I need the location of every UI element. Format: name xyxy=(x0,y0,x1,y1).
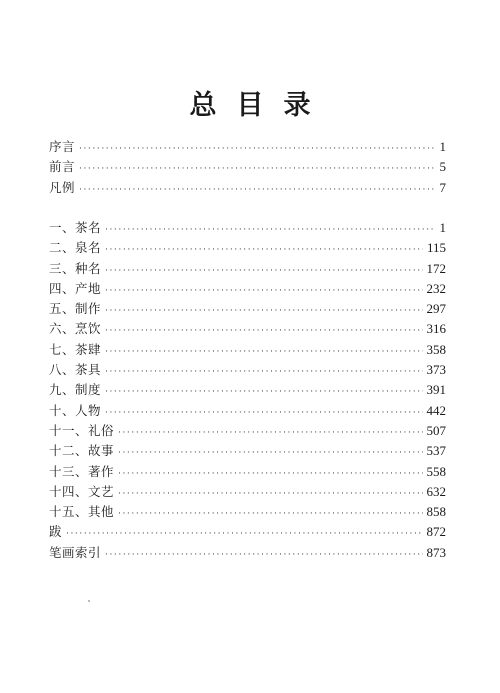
toc-entry-label: 四、产地 xyxy=(49,280,102,296)
toc-entry-page-number: 873 xyxy=(426,544,446,560)
toc-entry-page-number: 632 xyxy=(426,483,446,499)
toc-entry-label: 十一、礼俗 xyxy=(49,422,115,438)
dot-leader xyxy=(105,220,435,240)
dot-leader xyxy=(79,159,435,179)
toc-entry-page-number: 373 xyxy=(426,362,446,378)
toc-entry-label: 十二、故事 xyxy=(49,443,115,459)
toc-entry-label: 跋 xyxy=(49,524,63,540)
toc-entry[interactable] xyxy=(49,178,446,198)
dot-leader xyxy=(105,281,422,301)
dot-leader xyxy=(79,180,435,200)
toc-entry-label: 七、茶肆 xyxy=(49,341,102,357)
toc-entry-label: 一、茶名 xyxy=(49,220,102,235)
toc-entry-label: 三、种名 xyxy=(49,260,102,276)
toc-entry[interactable] xyxy=(49,279,446,299)
toc-entry[interactable] xyxy=(49,137,446,157)
toc-entry-page-number: 115 xyxy=(426,240,446,256)
toc-entry[interactable] xyxy=(49,401,446,421)
dot-leader xyxy=(118,423,422,443)
toc-entry-label: 十三、著作 xyxy=(49,463,115,479)
dot-leader xyxy=(105,240,423,260)
toc-entry-page-number: 172 xyxy=(426,260,446,276)
toc-entry-label: 十五、其他 xyxy=(49,504,115,520)
page-title: 总目录 xyxy=(189,90,331,121)
toc-entry[interactable] xyxy=(49,543,446,563)
toc-entry-page-number: 391 xyxy=(426,382,446,398)
toc-entry-label: 八、茶具 xyxy=(49,362,102,378)
dot-leader xyxy=(105,321,422,341)
dot-leader xyxy=(105,301,422,321)
toc-entry-page-number: 872 xyxy=(426,524,446,540)
toc-entry-page-number: 7 xyxy=(439,179,446,195)
toc-entry[interactable] xyxy=(49,360,446,380)
toc-entry[interactable] xyxy=(49,502,446,522)
toc-entry-page-number: 558 xyxy=(426,463,446,479)
toc-entry-page-number: 297 xyxy=(426,301,446,317)
toc-entry-label: 笔画索引 xyxy=(49,544,102,560)
toc-entry[interactable] xyxy=(49,441,446,461)
toc-entry-label: 前言 xyxy=(49,159,76,175)
toc-entry-label: 序言 xyxy=(49,139,76,154)
dot-leader xyxy=(105,261,422,281)
toc-entry-label: 十四、文艺 xyxy=(49,483,115,499)
scan-speck xyxy=(88,600,90,602)
toc-entry-page-number: 507 xyxy=(426,422,446,438)
toc-entry-page-number: 1 xyxy=(439,220,446,235)
toc-entry[interactable] xyxy=(49,380,446,400)
toc-entry-label: 凡例 xyxy=(49,179,76,195)
dot-leader xyxy=(118,464,422,484)
dot-leader xyxy=(118,504,422,524)
chapter-list xyxy=(49,218,446,563)
toc-entry-label: 二、泉名 xyxy=(49,240,102,256)
toc-entry[interactable] xyxy=(49,462,446,482)
dot-leader xyxy=(105,403,422,423)
toc-entry-page-number: 5 xyxy=(439,159,446,175)
toc-entry[interactable] xyxy=(49,238,446,258)
toc-entry[interactable] xyxy=(49,319,446,339)
dot-leader xyxy=(105,362,422,382)
toc-entry-page-number: 537 xyxy=(426,443,446,459)
dot-leader xyxy=(118,443,422,463)
toc-entry-page-number: 858 xyxy=(426,504,446,520)
front-matter-list xyxy=(49,137,446,198)
dot-leader xyxy=(105,545,422,565)
toc-entry[interactable] xyxy=(49,522,446,542)
toc-entry-page-number: 442 xyxy=(426,402,446,418)
dot-leader xyxy=(105,342,422,362)
dot-leader xyxy=(66,524,422,544)
toc-entry-page-number: 232 xyxy=(426,280,446,296)
toc-entry-label: 十、人物 xyxy=(49,402,102,418)
toc-entry[interactable] xyxy=(49,218,446,238)
toc-entry[interactable] xyxy=(49,340,446,360)
toc-entry[interactable] xyxy=(49,421,446,441)
toc-entry-label: 九、制度 xyxy=(49,382,102,398)
toc-entry[interactable] xyxy=(49,157,446,177)
toc-entry-page-number: 358 xyxy=(426,341,446,357)
toc-entry-label: 六、烹饮 xyxy=(49,321,102,337)
toc-entry[interactable] xyxy=(49,259,446,279)
toc-entry-label: 五、制作 xyxy=(49,301,102,317)
toc-entry[interactable] xyxy=(49,299,446,319)
toc-entry-page-number: 1 xyxy=(439,139,446,154)
dot-leader xyxy=(105,382,422,402)
toc-entry[interactable] xyxy=(49,482,446,502)
toc-entry-page-number: 316 xyxy=(426,321,446,337)
dot-leader xyxy=(118,484,422,504)
dot-leader xyxy=(79,139,435,159)
